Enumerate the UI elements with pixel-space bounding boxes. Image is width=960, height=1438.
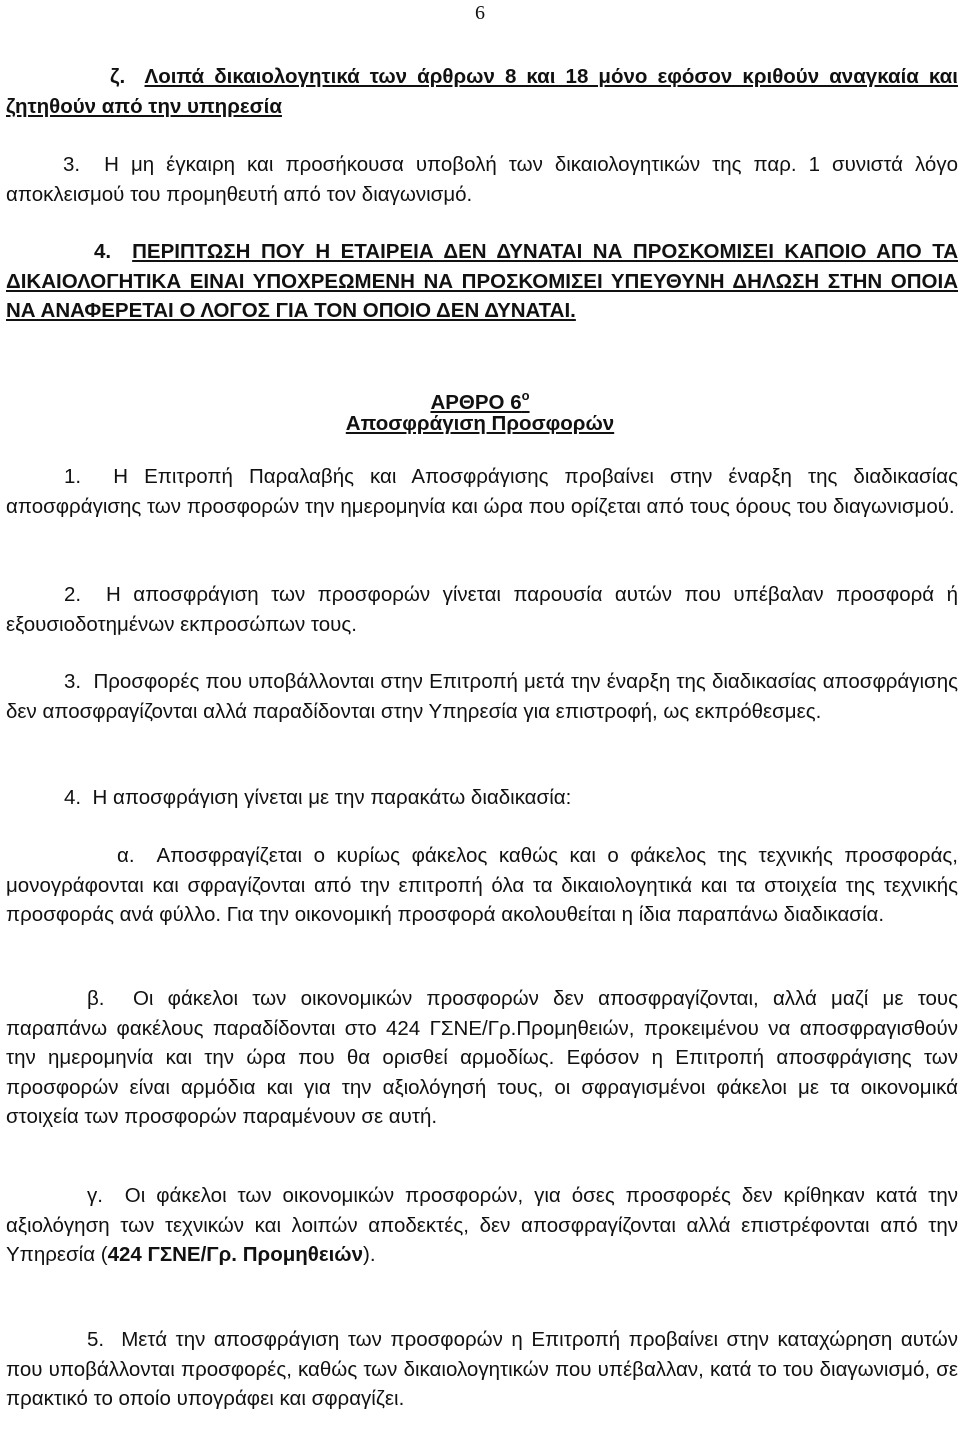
paragraph-a-text: Αποσφραγίζεται ο κυρίως φάκελος καθώς και ο φάκελος της τεχνικής προσφοράς, μονογράφονται και σφραγίζονται από την επιτροπή όλα τα δικαιολογητικά και τα στοιχεία της τεχνικής προσφοράς ανά φύλλο. Για την οικονομική προσφορά ακολουθείται η ίδια παραπάνω διαδικασία. (6, 844, 958, 926)
paragraph-c-label: γ. (87, 1184, 103, 1207)
paragraph-3-label: 3. (64, 670, 82, 693)
article-subtitle: Αποσφράγιση Προσφορών (345, 412, 615, 435)
paragraph-b-text: Οι φάκελοι των οικονομικών προσφορών δεν αποσφραγίζονται, αλλά μαζί με τους παραπάνω φακέλους παραδίδονται στο 424 ΓΣΝΕ/Γρ.Προμηθειών, προκειμένου να αποσφραγισθούν την ημερομηνία και την ώρα που θα ορισθεί αρμοδίως. Εφόσον η Επιτροπή αποσφράγισης των προσφορών είναι αρμόδια και για την αξιολόγησή τους, οι σφραγισμένοι φάκελοι με τα οικονομικά στοιχεία των προσφορών παραμένουν σε αυτή. (6, 987, 958, 1128)
paragraph-2-text: Η αποσφράγιση των προσφορών γίνεται παρουσία αυτών που υπέβαλαν προσφορά ή εξουσιοδοτημένων εκπροσώπων τους. (6, 583, 958, 636)
article-title-sup: ο (521, 388, 530, 403)
paragraph-4 (6, 783, 958, 813)
paragraph-3-text: Προσφορές που υποβάλλονται στην Επιτροπή μετά την έναρξη της διαδικασίας αποσφράγισης δεν αποσφραγίζονται αλλά παραδίδονται στην Υπηρεσία για επιστροφή, ως εκπρόθεσμες. (6, 670, 958, 723)
paragraph-a (6, 841, 958, 930)
paragraph-3 (6, 667, 958, 726)
article-title-text: ΑΡΘΡΟ 6 (430, 391, 522, 414)
item-4 (6, 237, 958, 326)
paragraph-2-label: 2. (64, 583, 82, 606)
paragraph-c-text: Οι φάκελοι των οικονομικών προσφορών, για όσες προσφορές δεν κρίθηκαν κατά την αξιολόγηση των τεχνικών και λοιπών αποδεκτές, δεν αποσφραγίζονται αλλά επιστρέφονται από την Υπηρεσία ( (6, 1184, 958, 1266)
page-number: 6 (475, 2, 485, 24)
item-4-text: ΠΕΡΙΠΤΩΣΗ ΠΟΥ Η ΕΤΑΙΡΕΙΑ ΔΕΝ ΔΥΝΑΤΑΙ ΝΑ ΠΡΟΣΚΟΜΙΣΕΙ ΚΑΠΟΙΟ ΑΠΟ ΤΑ ΔΙΚΑΙΟΛΟΓΗΤΙΚΑ ΕΙΝΑΙ ΥΠΟΧΡΕΩΜΕΝΗ ΝΑ ΠΡΟΣΚΟΜΙΣΕΙ ΥΠΕΥΘΥΝΗ ΔΗΛΩΣΗ ΣΤΗΝ ΟΠΟΙΑ ΝΑ ΑΝΑΦΕΡΕΤΑΙ Ο ΛΟΓΟΣ ΓΙΑ ΤΟΝ ΟΠΟΙΟ ΔΕΝ ΔΥΝΑΤΑΙ. (6, 240, 958, 322)
paragraph-a-label: α. (117, 844, 135, 867)
paragraph-4-text: Η αποσφράγιση γίνεται με την παρακάτω διαδικασία: (92, 786, 572, 809)
paragraph-c (6, 1181, 958, 1270)
paragraph-5-label: 5. (87, 1328, 105, 1351)
item-4-label: 4. (94, 240, 112, 263)
paragraph-5-text: Μετά την αποσφράγιση των προσφορών η Επιτροπή προβαίνει στην καταχώρηση αυτών που υποβάλλονται προσφορές, καθώς των δικαιολογητικών που υπέβαλλαν, κατά το του διαγωνισμό, σε πρακτικό το οποίο υπογράφει και σφραγίζει. (6, 1328, 958, 1410)
paragraph-1 (6, 462, 958, 521)
item-z-text: Λοιπά δικαιολογητικά των άρθρων 8 και 18 μόνο εφόσον κριθούν αναγκαία και ζητηθούν από την υπηρεσία (6, 65, 958, 118)
paragraph-5 (6, 1325, 958, 1414)
paragraph-4-label: 4. (64, 786, 82, 809)
paragraph-c-bold: 424 ΓΣΝΕ/Γρ. Προμηθειών (107, 1243, 363, 1266)
item-3-text: Η μη έγκαιρη και προσήκουσα υποβολή των δικαιολογητικών της παρ. 1 συνιστά λόγο αποκλεισμού του προμηθευτή από τον διαγωνισμό. (6, 153, 958, 206)
item-3 (6, 150, 958, 209)
paragraph-2 (6, 580, 958, 639)
paragraph-1-text: Η Επιτροπή Παραλαβής και Αποσφράγισης προβαίνει στην έναρξη της διαδικασίας αποσφράγισης των προσφορών την ημερομηνία και ώρα που ορίζεται από τους όρους του διαγωνισμού. (6, 465, 958, 518)
paragraph-c-text-end: ). (363, 1243, 376, 1266)
paragraph-b-label: β. (87, 987, 105, 1010)
item-z (6, 62, 958, 121)
item-z-label: ζ. (110, 65, 126, 88)
paragraph-b (6, 984, 958, 1132)
paragraph-1-label: 1. (64, 465, 82, 488)
item-3-label: 3. (63, 153, 81, 176)
